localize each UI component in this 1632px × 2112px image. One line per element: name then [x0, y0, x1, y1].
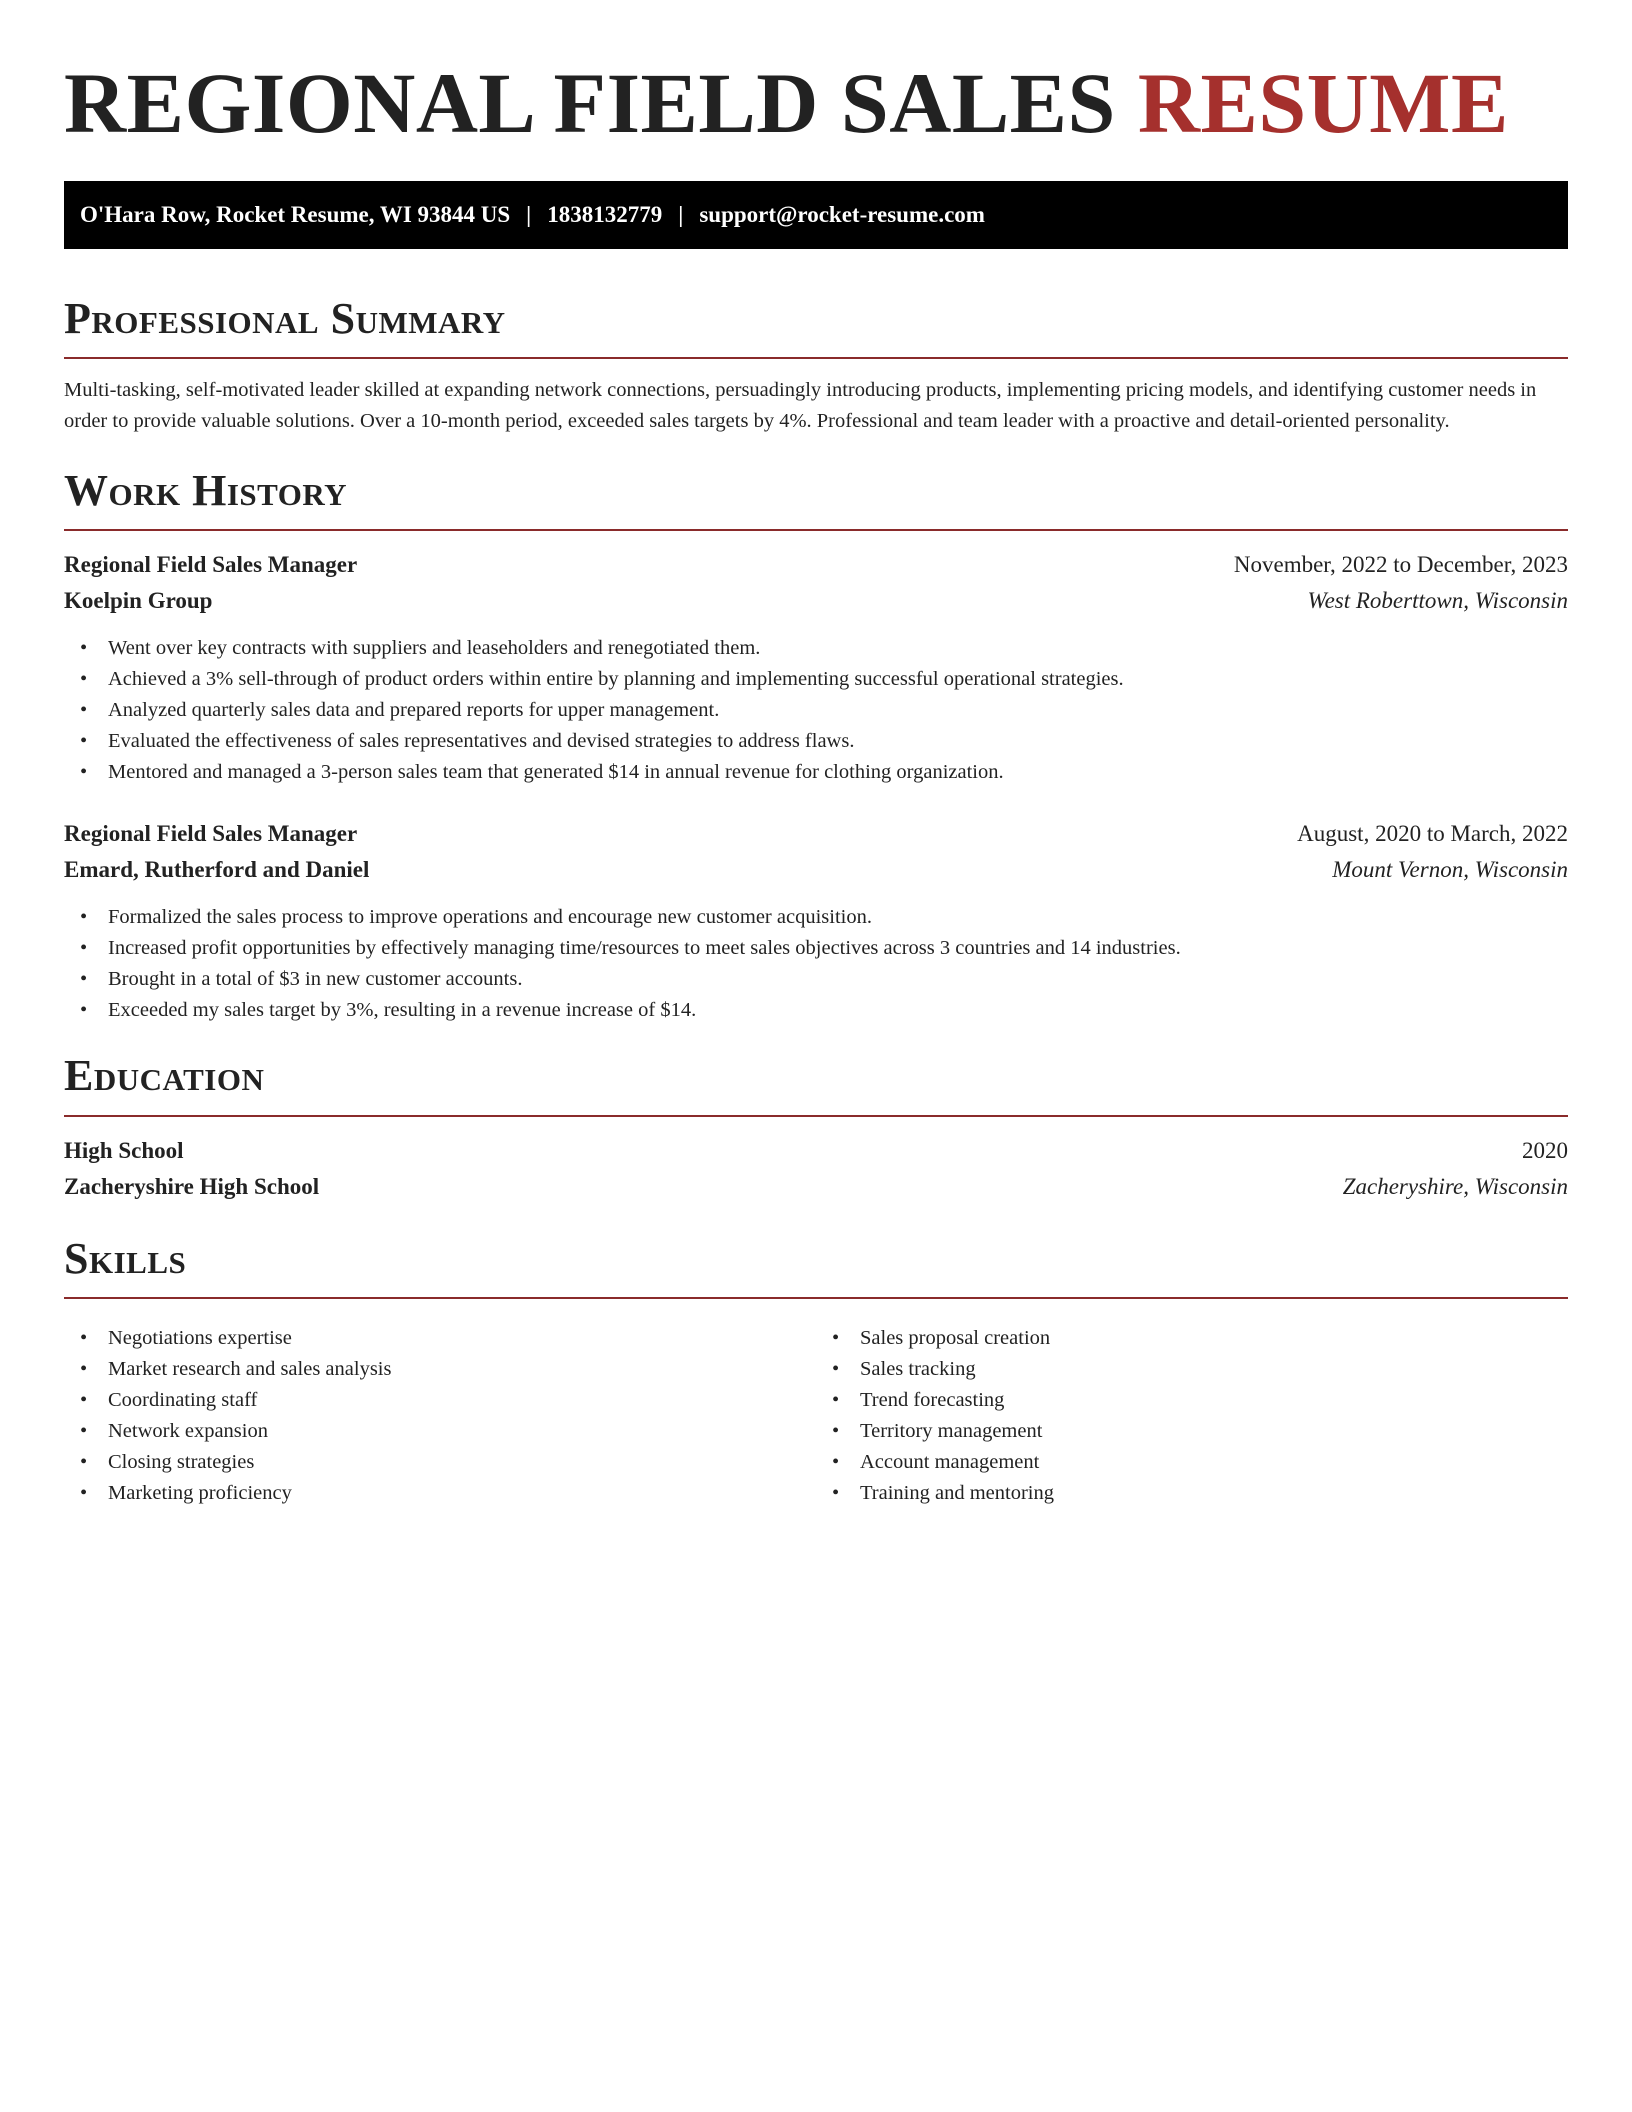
- list-item: • Marketing proficiency: [80, 1478, 816, 1509]
- job-title: Regional Field Sales Manager: [64, 552, 358, 578]
- skills-list: [816, 1323, 1568, 1509]
- list-item: • Brought in a total of $3 in new customer accounts.: [80, 964, 1568, 995]
- contact-separator: |: [526, 201, 532, 227]
- list-item: • Trend forecasting: [832, 1385, 1568, 1416]
- section-divider: [64, 529, 1568, 531]
- list-item: • Negotiations expertise: [80, 1323, 816, 1354]
- title-main: REGIONAL FIELD SALES: [64, 55, 1116, 151]
- summary-heading: Professional Summary: [64, 293, 506, 343]
- job-dates: August, 2020 to March, 2022: [1297, 821, 1568, 847]
- job-dates: November, 2022 to December, 2023: [1233, 552, 1568, 578]
- section-divider: [64, 357, 1568, 359]
- job-bullets: [64, 902, 1568, 1026]
- list-item: • Exceeded my sales target by 3%, resulting in a revenue increase of $14.: [80, 995, 1568, 1026]
- work-history-heading: Work History: [64, 465, 348, 515]
- job-entry: [64, 547, 1568, 788]
- job-company: Emard, Rutherford and Daniel: [64, 857, 370, 883]
- education-school-row: [64, 1169, 1568, 1205]
- education-location: Zacheryshire, Wisconsin: [1342, 1173, 1568, 1199]
- skills-list: [64, 1323, 816, 1509]
- list-item: • Increased profit opportunities by effectively managing time/resources to meet sales objectives across 3 countries and 14 industries.: [80, 933, 1568, 964]
- education-degree: High School: [64, 1137, 184, 1163]
- list-item: • Went over key contracts with suppliers and leaseholders and renegotiated them.: [80, 633, 1568, 664]
- list-item: • Market research and sales analysis: [80, 1354, 816, 1385]
- title-accent: RESUME: [1137, 55, 1509, 151]
- list-item: • Closing strategies: [80, 1447, 816, 1478]
- job-company-row: [64, 583, 1568, 619]
- job-title: Regional Field Sales Manager: [64, 821, 358, 847]
- job-title-row: [64, 547, 1568, 583]
- list-item: • Network expansion: [80, 1416, 816, 1447]
- summary-text: Multi-tasking, self-motivated leader skilled at expanding network connections, persuadingly introducing products, implementing pricing models, and identifying customer needs in order to provide valuable solutions. Over a 10-month period, exceeded sales targets by 4%. Professional and team leader with a proactive and detail-oriented personality.: [64, 378, 1537, 432]
- skills-heading: Skills: [64, 1233, 187, 1283]
- education-section: [64, 1052, 1568, 1204]
- skills-column-left: [64, 1307, 816, 1509]
- job-location: Mount Vernon, Wisconsin: [1332, 857, 1568, 883]
- job-company: Koelpin Group: [64, 588, 213, 614]
- list-item: • Achieved a 3% sell-through of product orders within entire by planning and implementing successful operational strategies.: [80, 664, 1568, 695]
- skills-section: [64, 1235, 1568, 1509]
- education-year: 2020: [1522, 1137, 1568, 1163]
- list-item: • Sales tracking: [832, 1354, 1568, 1385]
- education-degree-row: [64, 1133, 1568, 1169]
- education-heading: Education: [64, 1051, 265, 1101]
- job-title-row: [64, 816, 1568, 852]
- list-item: • Evaluated the effectiveness of sales representatives and devised strategies to address flaws.: [80, 726, 1568, 757]
- resume-title: [64, 56, 1568, 151]
- list-item: • Analyzed quarterly sales data and prepared reports for upper management.: [80, 695, 1568, 726]
- section-divider: [64, 1297, 1568, 1299]
- list-item: • Sales proposal creation: [832, 1323, 1568, 1354]
- list-item: • Training and mentoring: [832, 1478, 1568, 1509]
- work-history-section: [64, 467, 1568, 1026]
- skills-columns: [64, 1307, 1568, 1509]
- job-location: West Roberttown, Wisconsin: [1307, 588, 1568, 614]
- summary-section: [64, 295, 1568, 437]
- contact-separator: |: [678, 201, 684, 227]
- contact-phone: 1838132779: [547, 201, 663, 227]
- education-school: Zacheryshire High School: [64, 1173, 320, 1199]
- list-item: • Formalized the sales process to improve operations and encourage new customer acquisition.: [80, 902, 1568, 933]
- job-entry: [64, 816, 1568, 1026]
- job-bullets: [64, 633, 1568, 788]
- list-item: • Territory management: [832, 1416, 1568, 1447]
- contact-email: support@rocket-resume.com: [699, 201, 985, 227]
- section-divider: [64, 1115, 1568, 1117]
- list-item: • Mentored and managed a 3-person sales team that generated $14 in annual revenue for clothing organization.: [80, 757, 1568, 788]
- list-item: • Account management: [832, 1447, 1568, 1478]
- list-item: • Coordinating staff: [80, 1385, 816, 1416]
- contact-address: O'Hara Row, Rocket Resume, WI 93844 US: [80, 201, 511, 227]
- skills-column-right: [816, 1307, 1568, 1509]
- contact-bar: [64, 181, 1568, 249]
- job-company-row: [64, 852, 1568, 888]
